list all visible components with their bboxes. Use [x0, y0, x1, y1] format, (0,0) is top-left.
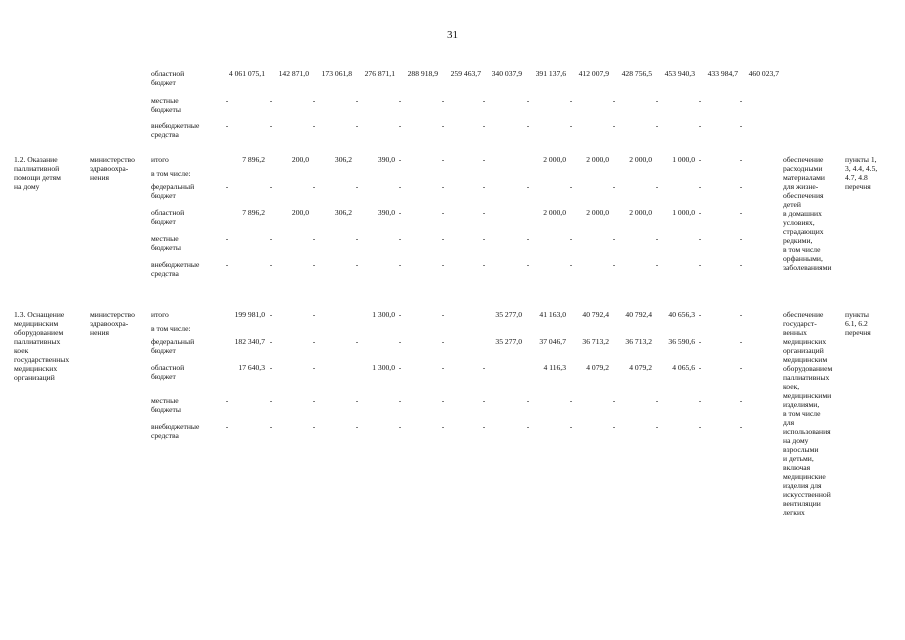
funding-value-cell: -: [398, 396, 402, 405]
funding-value-cell: -: [655, 260, 659, 269]
funding-value-cell: -: [312, 310, 316, 319]
funding-value-cell: 1 300,0: [372, 310, 395, 319]
funding-value-cell: 1 000,0: [672, 208, 695, 217]
funding-source-label: областной бюджет: [151, 208, 185, 226]
funding-value-cell: -: [312, 234, 316, 243]
funding-source-label: итого: [151, 155, 169, 164]
funding-value-cell: -: [269, 422, 273, 431]
funding-value-cell: 428 756,5: [621, 69, 652, 78]
funding-value-cell: -: [526, 182, 530, 191]
funding-value-cell: -: [655, 182, 659, 191]
funding-value-cell: -: [612, 182, 616, 191]
funding-value-cell: -: [482, 363, 486, 372]
funding-value-cell: -: [612, 260, 616, 269]
funding-value-cell: -: [398, 310, 402, 319]
funding-value-cell: 412 007,9: [578, 69, 609, 78]
executor-name: министерство здравоохра- нения: [90, 310, 135, 337]
funding-value-cell: -: [398, 96, 402, 105]
funding-value-cell: -: [441, 155, 445, 164]
funding-value-cell: -: [398, 155, 402, 164]
funding-value-cell: -: [441, 121, 445, 130]
funding-value-cell: -: [655, 234, 659, 243]
funding-value-cell: -: [698, 234, 702, 243]
funding-value-cell: 173 061,8: [321, 69, 352, 78]
funding-value-cell: -: [355, 234, 359, 243]
funding-value-cell: 142 871,0: [278, 69, 309, 78]
funding-value-cell: -: [398, 337, 402, 346]
funding-value-cell: -: [739, 234, 743, 243]
funding-value-cell: 276 871,1: [364, 69, 395, 78]
funding-source-label: областной бюджет: [151, 363, 185, 381]
funding-value-cell: -: [482, 422, 486, 431]
funding-value-cell: 199 981,0: [234, 310, 265, 319]
funding-value-cell: -: [441, 363, 445, 372]
funding-value-cell: 37 046,7: [539, 337, 566, 346]
funding-value-cell: -: [569, 121, 573, 130]
funding-value-cell: -: [698, 121, 702, 130]
funding-value-cell: -: [655, 121, 659, 130]
funding-value-cell: -: [739, 337, 743, 346]
funding-value-cell: -: [225, 234, 229, 243]
funding-value-cell: -: [482, 396, 486, 405]
funding-value-cell: -: [482, 155, 486, 164]
funding-value-cell: 200,0: [291, 155, 309, 164]
funding-value-cell: -: [355, 260, 359, 269]
funding-value-cell: 453 940,3: [664, 69, 695, 78]
funding-value-cell: 2 000,0: [586, 155, 609, 164]
funding-value-cell: -: [526, 260, 530, 269]
funding-value-cell: -: [698, 208, 702, 217]
funding-value-cell: 17 640,3: [238, 363, 265, 372]
funding-value-cell: -: [355, 121, 359, 130]
funding-value-cell: -: [398, 363, 402, 372]
funding-value-cell: -: [739, 310, 743, 319]
funding-value-cell: -: [269, 121, 273, 130]
funding-value-cell: 2 000,0: [629, 208, 652, 217]
funding-value-cell: -: [526, 396, 530, 405]
funding-value-cell: -: [269, 310, 273, 319]
funding-value-cell: 7 896,2: [242, 155, 265, 164]
funding-value-cell: 4 079,2: [629, 363, 652, 372]
executor-name: министерство здравоохра- нения: [90, 155, 135, 182]
funding-value-cell: -: [526, 96, 530, 105]
funding-value-cell: -: [612, 396, 616, 405]
funding-source-label: федеральный бюджет: [151, 182, 195, 200]
funding-source-label: федеральный бюджет: [151, 337, 195, 355]
measure-name: 1.3. Оснащение медицинским оборудованием паллиативных коек государственных медицинских организаций: [14, 310, 70, 382]
funding-value-cell: -: [441, 396, 445, 405]
funding-value-cell: -: [739, 155, 743, 164]
funding-value-cell: -: [312, 337, 316, 346]
expected-result: обеспечение расходными материалами для жизне- обеспечения детей в домашних условиях, страдающих редкими, в том числе орфанными, заболеваниями: [783, 155, 832, 272]
funding-value-cell: 2 000,0: [543, 155, 566, 164]
funding-value-cell: 460 023,7: [748, 69, 779, 78]
funding-value-cell: 306,2: [334, 155, 352, 164]
funding-value-cell: -: [482, 208, 486, 217]
funding-value-cell: -: [526, 234, 530, 243]
funding-value-cell: -: [655, 422, 659, 431]
funding-value-cell: -: [312, 422, 316, 431]
funding-value-cell: -: [269, 396, 273, 405]
funding-value-cell: -: [612, 422, 616, 431]
funding-value-cell: -: [225, 182, 229, 191]
funding-value-cell: -: [739, 422, 743, 431]
funding-value-cell: -: [441, 337, 445, 346]
funding-value-cell: -: [482, 234, 486, 243]
funding-value-cell: 36 590,6: [668, 337, 695, 346]
funding-value-cell: -: [739, 363, 743, 372]
funding-value-cell: -: [312, 363, 316, 372]
funding-value-cell: -: [225, 422, 229, 431]
funding-value-cell: -: [441, 260, 445, 269]
funding-value-cell: -: [225, 121, 229, 130]
funding-value-cell: 2 000,0: [629, 155, 652, 164]
funding-value-cell: 306,2: [334, 208, 352, 217]
funding-value-cell: -: [526, 121, 530, 130]
funding-value-cell: -: [441, 422, 445, 431]
funding-value-cell: -: [441, 208, 445, 217]
funding-value-cell: -: [355, 396, 359, 405]
funding-value-cell: -: [269, 363, 273, 372]
funding-source-label: областной бюджет: [151, 69, 185, 87]
funding-value-cell: -: [398, 234, 402, 243]
funding-value-cell: -: [569, 422, 573, 431]
funding-value-cell: 4 079,2: [586, 363, 609, 372]
funding-value-cell: -: [312, 182, 316, 191]
funding-value-cell: -: [441, 96, 445, 105]
funding-value-cell: 259 463,7: [450, 69, 481, 78]
funding-value-cell: -: [355, 182, 359, 191]
funding-value-cell: 2 000,0: [586, 208, 609, 217]
funding-value-cell: 340 037,9: [491, 69, 522, 78]
funding-value-cell: 288 918,9: [407, 69, 438, 78]
funding-source-label: внебюджетные средства: [151, 260, 200, 278]
funding-value-cell: -: [612, 234, 616, 243]
funding-value-cell: -: [269, 234, 273, 243]
funding-value-cell: 40 792,4: [625, 310, 652, 319]
funding-value-cell: -: [739, 96, 743, 105]
funding-source-label: в том числе:: [151, 324, 191, 333]
funding-value-cell: -: [482, 182, 486, 191]
funding-value-cell: -: [698, 310, 702, 319]
funding-value-cell: -: [739, 208, 743, 217]
funding-value-cell: -: [739, 396, 743, 405]
funding-value-cell: -: [612, 121, 616, 130]
funding-value-cell: 4 065,6: [672, 363, 695, 372]
funding-value-cell: 182 340,7: [234, 337, 265, 346]
funding-value-cell: -: [482, 121, 486, 130]
funding-value-cell: 40 792,4: [582, 310, 609, 319]
funding-value-cell: -: [698, 396, 702, 405]
funding-value-cell: 35 277,0: [495, 337, 522, 346]
funding-value-cell: 2 000,0: [543, 208, 566, 217]
funding-value-cell: -: [569, 182, 573, 191]
funding-value-cell: -: [698, 422, 702, 431]
funding-value-cell: -: [698, 363, 702, 372]
funding-value-cell: -: [739, 121, 743, 130]
funding-value-cell: -: [739, 182, 743, 191]
funding-source-label: в том числе:: [151, 169, 191, 178]
funding-value-cell: -: [698, 337, 702, 346]
funding-value-cell: -: [269, 182, 273, 191]
funding-value-cell: 36 713,2: [582, 337, 609, 346]
funding-value-cell: 200,0: [291, 208, 309, 217]
funding-value-cell: 4 116,3: [543, 363, 566, 372]
funding-value-cell: -: [225, 260, 229, 269]
funding-value-cell: 40 656,3: [668, 310, 695, 319]
funding-value-cell: -: [225, 396, 229, 405]
funding-source-label: внебюджетные средства: [151, 121, 200, 139]
funding-value-cell: -: [569, 234, 573, 243]
funding-value-cell: -: [269, 260, 273, 269]
funding-value-cell: -: [355, 96, 359, 105]
funding-value-cell: -: [526, 422, 530, 431]
funding-value-cell: -: [569, 260, 573, 269]
funding-value-cell: -: [739, 260, 743, 269]
funding-value-cell: -: [355, 422, 359, 431]
funding-value-cell: 391 137,6: [535, 69, 566, 78]
funding-value-cell: -: [698, 260, 702, 269]
funding-value-cell: -: [355, 337, 359, 346]
funding-value-cell: -: [441, 182, 445, 191]
funding-value-cell: -: [312, 121, 316, 130]
funding-value-cell: -: [655, 96, 659, 105]
funding-value-cell: 7 896,2: [242, 208, 265, 217]
funding-value-cell: -: [482, 96, 486, 105]
funding-value-cell: -: [569, 96, 573, 105]
list-reference: пункты 1, 3, 4.4, 4.5, 4.7, 4.8 перечня: [845, 155, 878, 191]
funding-value-cell: -: [269, 96, 273, 105]
funding-value-cell: 35 277,0: [495, 310, 522, 319]
funding-value-cell: 390,0: [377, 155, 395, 164]
funding-value-cell: -: [655, 396, 659, 405]
list-reference: пункты 6.1, 6.2 перечня: [845, 310, 871, 337]
funding-value-cell: -: [612, 96, 616, 105]
funding-value-cell: -: [312, 396, 316, 405]
funding-value-cell: 1 000,0: [672, 155, 695, 164]
funding-value-cell: 4 061 075,1: [228, 69, 265, 78]
funding-value-cell: 433 984,7: [707, 69, 738, 78]
funding-value-cell: -: [482, 260, 486, 269]
measure-name: 1.2. Оказание паллиативной помощи детям на дому: [14, 155, 61, 191]
funding-source-label: местные бюджеты: [151, 396, 181, 414]
funding-value-cell: -: [441, 234, 445, 243]
funding-value-cell: -: [269, 337, 273, 346]
expected-result: обеспечение государст- венных медицинских организаций медицинским оборудованием паллиативных коек, медицинскими изделиями, в том числе для использования на дому взрослыми и детьми, включая медицинские изделия для искусственной вентиляции легких: [783, 310, 833, 517]
funding-value-cell: -: [398, 422, 402, 431]
funding-value-cell: -: [398, 208, 402, 217]
funding-value-cell: -: [398, 121, 402, 130]
funding-value-cell: -: [441, 310, 445, 319]
funding-value-cell: -: [398, 260, 402, 269]
funding-value-cell: -: [312, 260, 316, 269]
funding-source-label: местные бюджеты: [151, 96, 181, 114]
funding-value-cell: 390,0: [377, 208, 395, 217]
funding-source-label: итого: [151, 310, 169, 319]
funding-value-cell: -: [698, 182, 702, 191]
funding-value-cell: 36 713,2: [625, 337, 652, 346]
funding-value-cell: -: [569, 396, 573, 405]
funding-source-label: внебюджетные средства: [151, 422, 200, 440]
funding-value-cell: -: [698, 155, 702, 164]
funding-value-cell: -: [312, 96, 316, 105]
funding-value-cell: -: [398, 182, 402, 191]
funding-value-cell: 41 163,0: [539, 310, 566, 319]
funding-value-cell: 1 300,0: [372, 363, 395, 372]
page-number: 31: [447, 29, 458, 41]
funding-value-cell: -: [698, 96, 702, 105]
funding-source-label: местные бюджеты: [151, 234, 181, 252]
funding-value-cell: -: [225, 96, 229, 105]
